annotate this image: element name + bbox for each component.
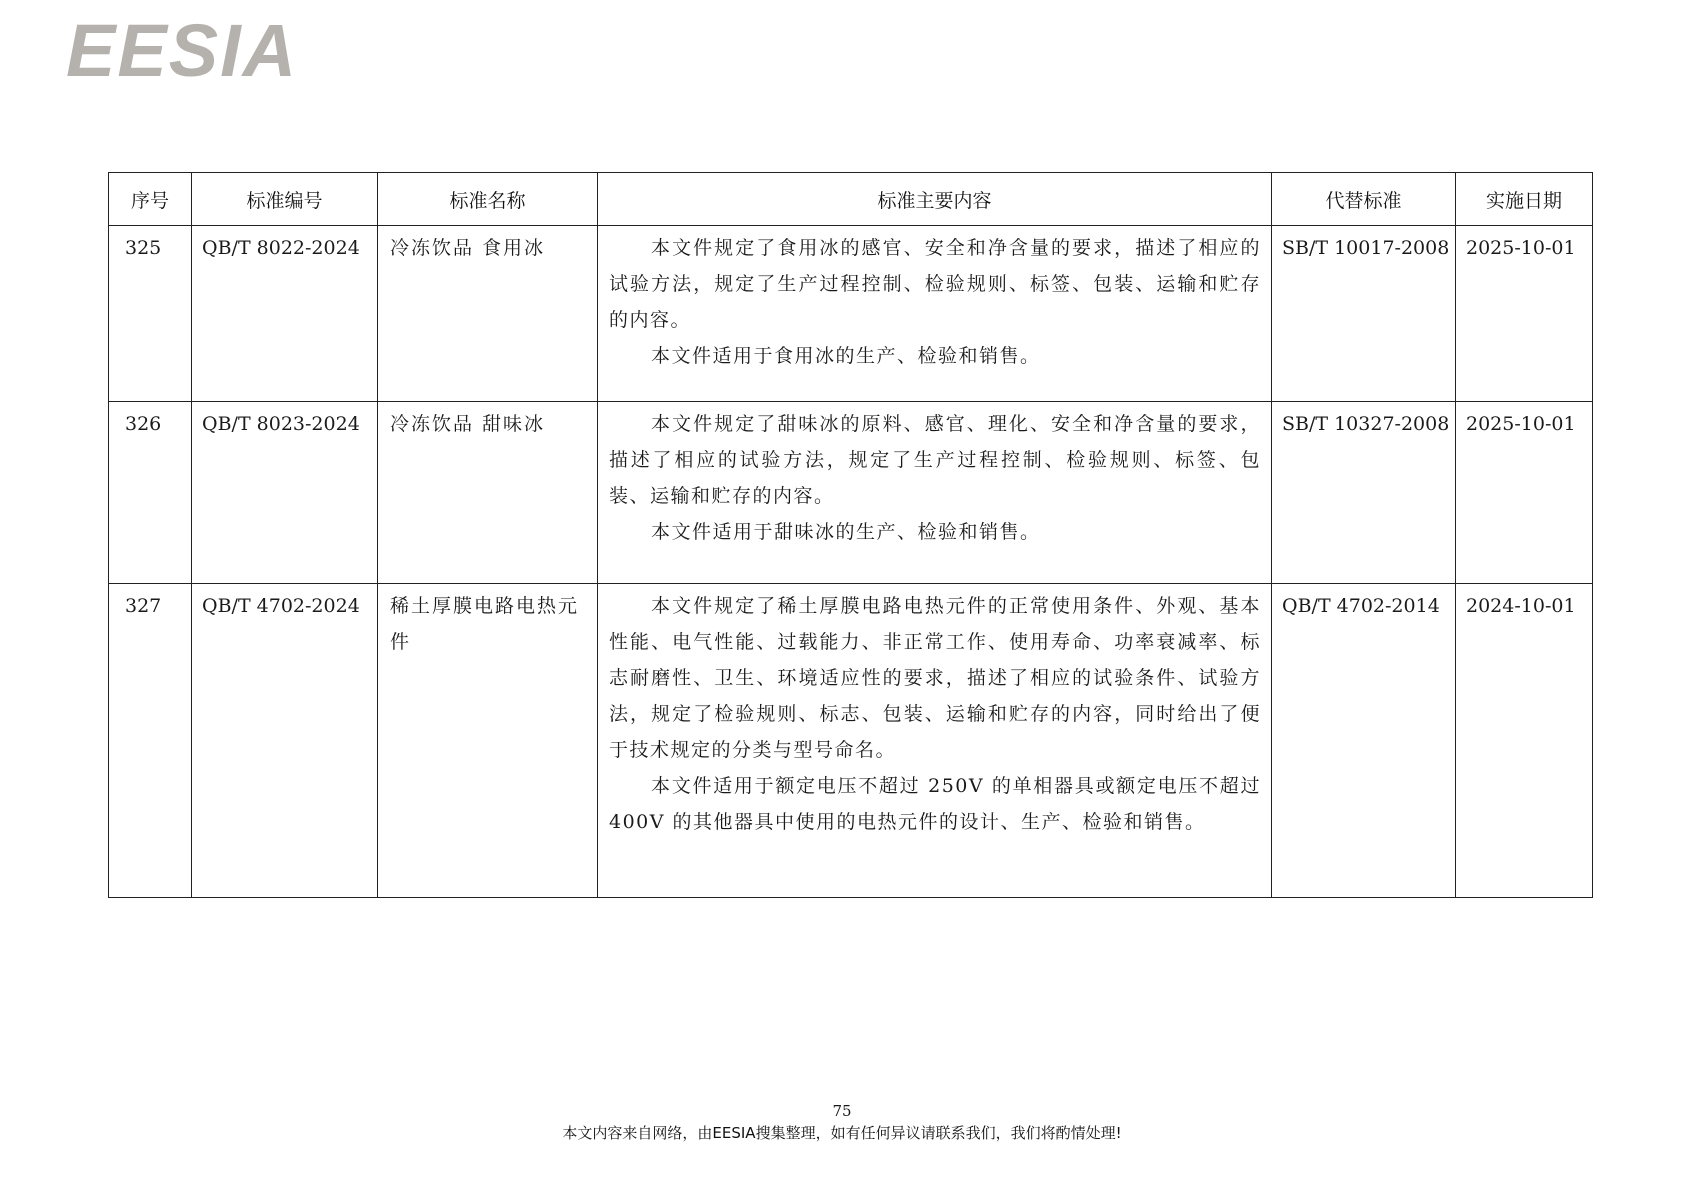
table-row xyxy=(109,402,1593,584)
header-effective-date: 实施日期 xyxy=(1456,173,1593,226)
eesia-logo: EESIA xyxy=(66,9,299,92)
content-paragraph: 本文件适用于甜味冰的生产、检验和销售。 xyxy=(651,521,1041,543)
cell-serial-number xyxy=(109,584,192,898)
standard-code: QB/T 4702-2024 xyxy=(202,595,360,617)
cell-effective-date xyxy=(1456,402,1593,584)
content-paragraph: 本文件规定了稀土厚膜电路电热元件的正常使用条件、外观、基本性能、电气性能、过载能力、非正常工作、使用寿命、功率衰减率、标志耐磨性、卫生、环境适应性的要求，描述了相应的试验条件、试验方法，规定了检验规则、标志、包装、运输和贮存的内容，同时给出了便于技术规定的分类与型号命名。 xyxy=(609,595,1261,761)
replaced-standard: SB/T 10017-2008 xyxy=(1282,237,1450,259)
cell-standard-name xyxy=(378,584,598,898)
cell-effective-date xyxy=(1456,584,1593,898)
header-main-content: 标准主要内容 xyxy=(598,173,1272,226)
cell-standard-code xyxy=(192,584,378,898)
content-paragraph: 本文件适用于食用冰的生产、检验和销售。 xyxy=(651,345,1041,367)
replaced-standard: QB/T 4702-2014 xyxy=(1282,595,1440,617)
standard-name: 冷冻饮品 食用冰 xyxy=(390,237,546,259)
cell-replaced-standard xyxy=(1272,402,1456,584)
content-paragraph: 本文件适用于额定电压不超过 250V 的单相器具或额定电压不超过 400V 的其他器具中使用的电热元件的设计、生产、检验和销售。 xyxy=(609,775,1261,833)
cell-standard-name xyxy=(378,226,598,402)
table-header-row xyxy=(109,173,1593,226)
main-content xyxy=(598,584,1271,840)
standard-name: 冷冻饮品 甜味冰 xyxy=(390,413,546,435)
main-content xyxy=(598,402,1271,550)
cell-replaced-standard xyxy=(1272,226,1456,402)
header-standard-code: 标准编号 xyxy=(192,173,378,226)
effective-date: 2025-10-01 xyxy=(1466,413,1576,435)
effective-date: 2024-10-01 xyxy=(1466,595,1576,617)
content-paragraph: 本文件规定了食用冰的感官、安全和净含量的要求，描述了相应的试验方法，规定了生产过程控制、检验规则、标签、包装、运输和贮存的内容。 xyxy=(609,237,1261,331)
page-number: 75 xyxy=(832,1102,852,1120)
replaced-standard: SB/T 10327-2008 xyxy=(1282,413,1450,435)
header-standard-name: 标准名称 xyxy=(378,173,598,226)
effective-date: 2025-10-01 xyxy=(1466,237,1576,259)
cell-standard-code xyxy=(192,226,378,402)
cell-standard-code xyxy=(192,402,378,584)
cell-serial-number xyxy=(109,226,192,402)
standard-code: QB/T 8022-2024 xyxy=(202,237,360,259)
cell-standard-name xyxy=(378,402,598,584)
cell-main-content xyxy=(598,402,1272,584)
table-row xyxy=(109,226,1593,402)
footer-disclaimer: 本文内容来自网络，由EESIA搜集整理，如有任何异议请联系我们，我们将酌情处理! xyxy=(562,1124,1122,1142)
table-row xyxy=(109,584,1593,898)
serial-number: 327 xyxy=(125,595,162,617)
header-serial-number: 序号 xyxy=(109,173,192,226)
serial-number: 326 xyxy=(125,413,162,435)
content-paragraph: 本文件规定了甜味冰的原料、感官、理化、安全和净含量的要求，描述了相应的试验方法，规定了生产过程控制、检验规则、标签、包装、运输和贮存的内容。 xyxy=(609,413,1261,507)
cell-main-content xyxy=(598,584,1272,898)
header-replaced-standard: 代替标准 xyxy=(1272,173,1456,226)
main-content xyxy=(598,226,1271,374)
cell-main-content xyxy=(598,226,1272,402)
standard-name: 稀土厚膜电路电热元件 xyxy=(390,595,580,653)
cell-replaced-standard xyxy=(1272,584,1456,898)
serial-number: 325 xyxy=(125,237,162,259)
cell-effective-date xyxy=(1456,226,1593,402)
cell-serial-number xyxy=(109,402,192,584)
standards-table xyxy=(108,172,1593,898)
standard-code: QB/T 8023-2024 xyxy=(202,413,360,435)
